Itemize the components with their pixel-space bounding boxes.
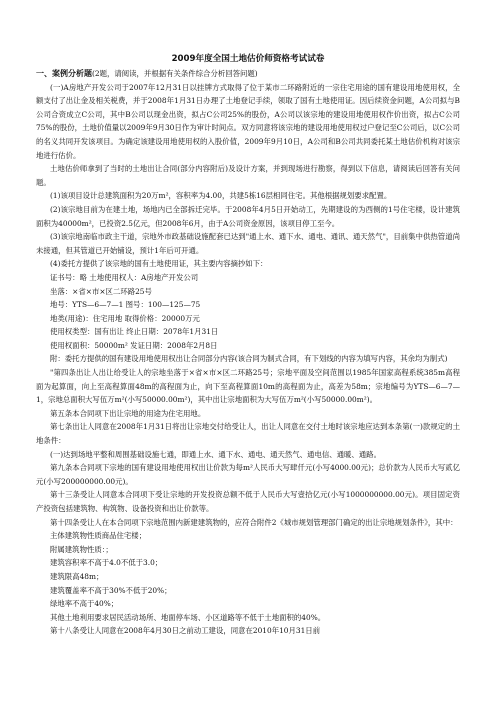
cert-line: 坐落：×省×市×区二环路25号 [50, 286, 152, 296]
q1-attachment-note: 附：委托方提供的国有建设用地使用权出让合同部分内容(该合同为制式合同，有下划线的内容为填写内容，其余均为制式) [50, 354, 448, 364]
plan-line: 第十八条受让人同意在2008年4月30日之前动工建设，同意在2010年10月31日前 [50, 626, 321, 636]
contract-clause: 第九条本合同项下宗地的国有建设用地使用权出让价款为每m²人民币大写肆仟元(小写4000.00元)；总价款为人民币大写贰亿元(小写200000000.00元)。 [36, 463, 460, 486]
contract-clause: 第十三条受让人同意本合同项下受让宗地的开发投资总额不低于人民币大写壹拾亿元(小写1000000000.00元)。项目固定资产投资包括建筑物、构筑物、设备投资和出让价款等。 [36, 490, 460, 513]
q1-item4: (4)委托方提供了该宗地的国有土地使用证，其主要内容摘抄如下： [50, 259, 268, 269]
plan-line: 其他土地利用要求居民活动场所、地面停车场、小区道路等不低于土地面积的40%。 [50, 612, 326, 622]
contract-clause: 第十四条受让人在本合同项下宗地范围内新建建筑物的，应符合附件2《城市规划管理部门确定的出让宗地规划条件》，其中： [50, 517, 458, 527]
cert-line: 证书号：略 土地使用权人：A房地产开发公司 [50, 272, 199, 282]
contract-excerpt [36, 366, 460, 529]
plan-line: 绿地率不高于40%； [50, 599, 119, 609]
section1-note: (2题，请阅读，并根据有关条件综合分析回答问题) [92, 69, 258, 78]
cert-line: 使用权类型：国有出让 终止日期：2078年1月31日 [50, 327, 219, 337]
cert-line: 地类(用途)：住宅用地 取得价格：20000万元 [50, 313, 200, 323]
q1-para2: 土地估价师拿到了当时的土地出让合同(部分内容附后)及设计方案，并到现场进行勘察，得到以下信息，请阅读后回答有关问题。 [36, 164, 460, 187]
q1-item2: (2)该宗地目前为在建土地，场地内已全部拆迁完毕。于2008年4月5日开始动工，先期建设的为西侧的1号住宅楼，设计建筑面积为40000m²，已投资2.5亿元，但2008年6月，由于A公司资金原因，该项目停工至今。 [36, 204, 460, 228]
plan-line: 建筑容积率不高于4.0不低于3.0； [50, 558, 163, 568]
section1-heading: 一、案例分析题 [36, 69, 92, 78]
cert-line: 地号：YTS—6—7—1 图号：100—125—75 [50, 300, 201, 310]
contract-clause: 第五条本合同项下出让宗地的用途为住宅用地。 [50, 408, 206, 418]
document-body [36, 67, 460, 638]
section-heading [36, 67, 460, 81]
contract-clause: 第七条出让人同意在2008年1月31日将出让宗地交付给受让人，出让人同意在交付土地时该宗地应达到本条第(一)款规定的土地条件： [36, 422, 460, 446]
q1-item1: (1)该项目设计总建筑面积为20万m²，容积率为4.00，共建5栋16层相同住宅。其他根据规划要求配置。 [50, 191, 392, 201]
plan-line: 建筑限高48m； [50, 571, 104, 581]
q1-item3: (3)该宗地南临市政主干道，宗地外市政基础设施配套已达到"通上水、通下水、通电、通讯、通天然气"，目前集中供热管道尚未接通，但其管道已开始铺设，预计1年后可开通。 [36, 232, 460, 255]
planning-conditions [36, 529, 460, 638]
q1-intro: (一)A房地产开发公司于2007年12月31日以挂牌方式取得了位于某市二环路附近的一宗住宅用途的国有建设用地使用权，全额支付了出让金及相关税费，并于2008年1月31日办理了土地登记手续，领取了国有土地使用证。因后续资金问题，A公司拟与B公司合资成立C公司，其中B公司以现金出资，拟占C公司25%的股份，A公司以该宗地的建设用地使用权作价出资，拟占C公司75%的股份，土地价值量以2009年9月30日作为审计时间点。双方同意将该宗地的建设用地使用权过户登记至C公司后，以C公司的名义共同开发该项目。为确定该建设用地使用权的入股价值，2009年9月10日，A公司和B公司共同委托某土地估价机构对该宗地进行估价。 [36, 82, 460, 160]
contract-clause: "第四条出让人出让给受让人的宗地坐落于×省×市×区二环路25号；宗地平面及空间范围以1985年国家高程系统385m高程面为起算面，向上至高程算面48m的高程面为止，向下至高程算面10m的高程面为止，高差为58m；宗地编号为YTS—6—7—1，宗地总面积大写伍万m²(小写50000.00m²)，其中出让宗地面积为大写伍万m²(小写50000.00m²)。 [36, 368, 460, 405]
cert-line: 使用权面积：50000m² 发证日期：2008年2月8日 [50, 340, 218, 350]
plan-line: 附属建筑物性质：； [50, 544, 113, 554]
contract-clause: (一)达到场地平整和周围基础设施七通，即通上水、通下水、通电、通天然气、通电信、通暖、通路。 [50, 449, 381, 459]
plan-line: 主体建筑物性质商品住宅楼； [50, 531, 147, 541]
document-title: 2009年度全国土地估价师资格考试试卷 [171, 54, 325, 64]
plan-line: 建筑覆盖率不高于30%不低于20%； [50, 585, 172, 595]
land-certificate [36, 271, 460, 353]
